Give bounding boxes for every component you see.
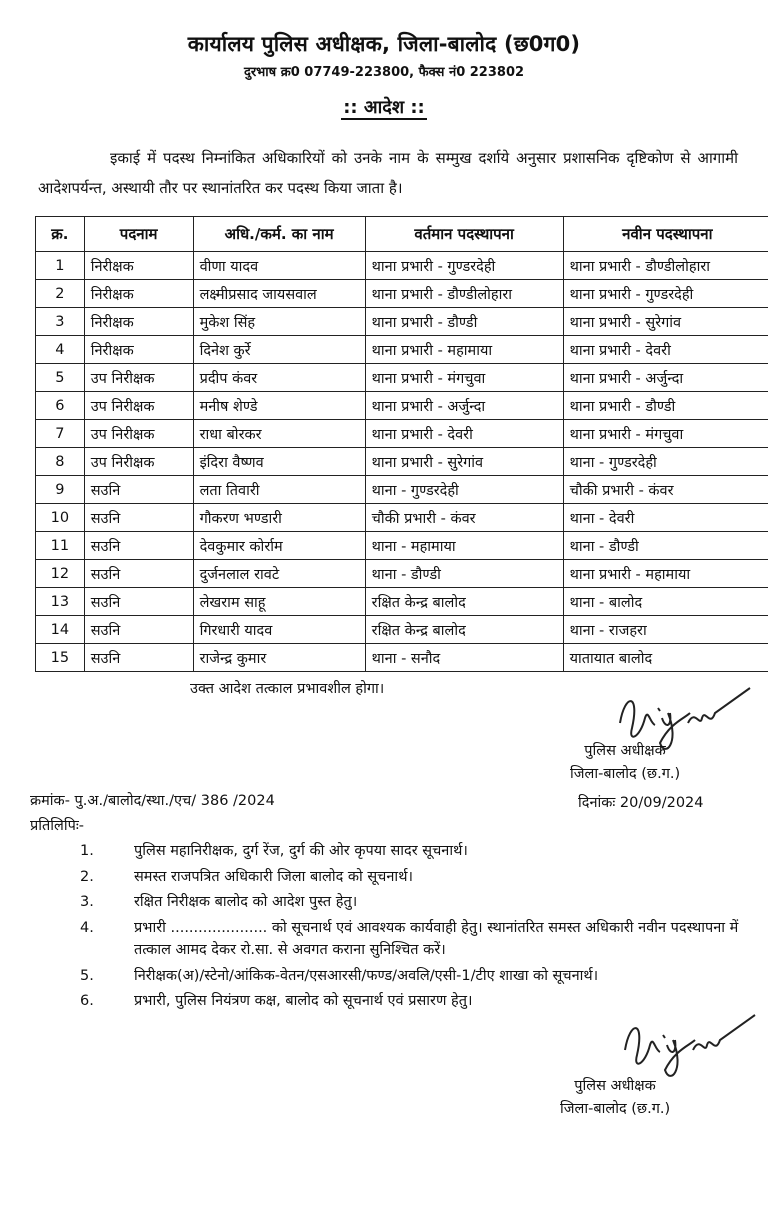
table-row bbox=[36, 364, 768, 392]
cell-current-posting: थाना प्रभारी - गुण्डरदेही bbox=[365, 252, 563, 280]
copy-list-item bbox=[80, 840, 760, 863]
office-title: कार्यालय पुलिस अधीक्षक, जिला-बालोद (छ0ग0) bbox=[187, 32, 581, 56]
cell-current-posting: रक्षित केन्द्र बालोद bbox=[365, 616, 563, 644]
header-designation: पदनाम bbox=[84, 217, 193, 252]
signatory-title: पुलिस अधीक्षक bbox=[574, 1078, 656, 1094]
cell-designation: सउनि bbox=[84, 560, 193, 588]
cell-name: देवकुमार कोर्राम bbox=[193, 532, 365, 560]
table-row bbox=[36, 476, 768, 504]
table-row bbox=[36, 336, 768, 364]
effective-note: उक्त आदेश तत्काल प्रभावशील होगा। bbox=[190, 681, 385, 697]
copy-item-number: 5. bbox=[80, 967, 94, 984]
copy-item-number: 1. bbox=[80, 843, 94, 859]
cell-current-posting: थाना - डौण्डी bbox=[365, 560, 563, 588]
table-row bbox=[36, 420, 768, 448]
cell-name: इंदिरा वैष्णव bbox=[193, 448, 365, 476]
table-row bbox=[36, 644, 768, 672]
cell-new-posting: थाना प्रभारी - गुण्डरदेही bbox=[563, 280, 768, 308]
signatory-district: जिला-बालोद (छ.ग.) bbox=[570, 766, 681, 782]
cell-name: राजेन्द्र कुमार bbox=[193, 644, 365, 672]
cell-designation: उप निरीक्षक bbox=[84, 448, 193, 476]
copy-list bbox=[80, 840, 760, 1016]
cell-designation: उप निरीक्षक bbox=[84, 364, 193, 392]
order-date: दिनांकः 20/09/2024 bbox=[578, 795, 704, 811]
cell-designation: निरीक्षक bbox=[84, 252, 193, 280]
cell-new-posting: थाना प्रभारी - महामाया bbox=[563, 560, 768, 588]
reference-number: क्रमांक- पु.अ./बालोद/स्था./एच/ 386 /2024 bbox=[30, 793, 275, 809]
cell-new-posting: थाना प्रभारी - देवरी bbox=[563, 336, 768, 364]
copy-list-item bbox=[80, 891, 760, 914]
header-current-posting: वर्तमान पदस्थापना bbox=[365, 217, 563, 252]
header-new-posting: नवीन पदस्थापना bbox=[563, 217, 768, 252]
copy-label: प्रतिलिपिः- bbox=[30, 818, 85, 834]
cell-serial: 14 bbox=[36, 616, 85, 644]
table-row bbox=[36, 280, 768, 308]
order-title bbox=[0, 95, 768, 119]
cell-new-posting: थाना प्रभारी - डौण्डी bbox=[563, 392, 768, 420]
cell-name: गौकरण भण्डारी bbox=[193, 504, 365, 532]
cell-designation: उप निरीक्षक bbox=[84, 392, 193, 420]
copy-item-text: प्रभारी, पुलिस नियंत्रण कक्ष, बालोद को सूचनार्थ एवं प्रसारण हेतु। bbox=[134, 993, 473, 1009]
cell-serial: 1 bbox=[36, 252, 85, 280]
cell-serial: 8 bbox=[36, 448, 85, 476]
cell-serial: 3 bbox=[36, 308, 85, 336]
signatory-district: जिला-बालोद (छ.ग.) bbox=[560, 1101, 671, 1117]
copy-item-text: रक्षित निरीक्षक बालोद को आदेश पुस्त हेतु। bbox=[134, 894, 358, 910]
cell-serial: 9 bbox=[36, 476, 85, 504]
cell-name: मनीष शेण्डे bbox=[193, 392, 365, 420]
table-row bbox=[36, 252, 768, 280]
cell-new-posting: थाना - डौण्डी bbox=[563, 532, 768, 560]
table-row bbox=[36, 588, 768, 616]
cell-name: गिरधारी यादव bbox=[193, 616, 365, 644]
copy-item-text: समस्त राजपत्रित अधिकारी जिला बालोद को सूचनार्थ। bbox=[134, 868, 413, 885]
table-row bbox=[36, 392, 768, 420]
cell-name: प्रदीप कंवर bbox=[193, 364, 365, 392]
cell-current-posting: थाना प्रभारी - अर्जुन्दा bbox=[365, 392, 563, 420]
contact-line: दुरभाष क्र0 07749-223800, फैक्स नं0 223802 bbox=[243, 65, 525, 80]
cell-serial: 12 bbox=[36, 560, 85, 588]
cell-new-posting: यातायात बालोद bbox=[563, 644, 768, 672]
table-row bbox=[36, 504, 768, 532]
cell-current-posting: थाना प्रभारी - मंगचुवा bbox=[365, 364, 563, 392]
cell-name: लेखराम साहू bbox=[193, 588, 365, 616]
cell-new-posting: चौकी प्रभारी - कंवर bbox=[563, 476, 768, 504]
cell-designation: सउनि bbox=[84, 504, 193, 532]
cell-designation: सउनि bbox=[84, 476, 193, 504]
copy-list-item bbox=[80, 965, 760, 988]
cell-designation: सउनि bbox=[84, 644, 193, 672]
cell-serial: 11 bbox=[36, 532, 85, 560]
table-row bbox=[36, 616, 768, 644]
signatory-title: पुलिस अधीक्षक bbox=[584, 743, 666, 759]
cell-designation: सउनि bbox=[84, 532, 193, 560]
cell-current-posting: थाना प्रभारी - देवरी bbox=[365, 420, 563, 448]
cell-name: लक्ष्मीप्रसाद जायसवाल bbox=[193, 280, 365, 308]
signatory-block-2 bbox=[560, 1075, 670, 1121]
cell-serial: 10 bbox=[36, 504, 85, 532]
cell-name: दिनेश कुर्रे bbox=[193, 336, 365, 364]
cell-serial: 13 bbox=[36, 588, 85, 616]
cell-new-posting: थाना - बालोद bbox=[563, 588, 768, 616]
table-body bbox=[36, 252, 768, 672]
cell-new-posting: थाना - गुण्डरदेही bbox=[563, 448, 768, 476]
copy-list-item bbox=[80, 866, 760, 889]
table-header-row bbox=[36, 217, 768, 252]
cell-serial: 15 bbox=[36, 644, 85, 672]
cell-name: लता तिवारी bbox=[193, 476, 365, 504]
cell-serial: 7 bbox=[36, 420, 85, 448]
copy-item-text: पुलिस महानिरीक्षक, दुर्ग रेंज, दुर्ग की ओर कृपया सादर सूचनार्थ। bbox=[134, 843, 468, 859]
cell-new-posting: थाना प्रभारी - डौण्डीलोहारा bbox=[563, 252, 768, 280]
signatory-block-1 bbox=[570, 740, 680, 786]
cell-new-posting: थाना प्रभारी - अर्जुन्दा bbox=[563, 364, 768, 392]
cell-designation: निरीक्षक bbox=[84, 336, 193, 364]
intro-paragraph: इकाई में पदस्थ निम्नांकित अधिकारियों को उनके नाम के सम्मुख दर्शाये अनुसार प्रशासनिक दृष्टिकोण से आगामी आदेशपर्यन्त, अस्थायी तौर पर स्थानांतरित कर पदस्थ किया जाता है। bbox=[38, 149, 738, 197]
table-row bbox=[36, 448, 768, 476]
cell-new-posting: थाना - राजहरा bbox=[563, 616, 768, 644]
header-serial: क्र. bbox=[36, 217, 85, 252]
table-row bbox=[36, 532, 768, 560]
copy-item-number: 6. bbox=[80, 993, 94, 1009]
cell-current-posting: चौकी प्रभारी - कंवर bbox=[365, 504, 563, 532]
header-name: अधि./कर्म. का नाम bbox=[193, 217, 365, 252]
letterhead bbox=[0, 30, 768, 80]
cell-serial: 4 bbox=[36, 336, 85, 364]
transfer-table bbox=[35, 216, 768, 672]
cell-designation: सउनि bbox=[84, 616, 193, 644]
cell-current-posting: थाना प्रभारी - डौण्डी bbox=[365, 308, 563, 336]
cell-name: दुर्जनलाल रावटे bbox=[193, 560, 365, 588]
table-row bbox=[36, 308, 768, 336]
copy-item-number: 4. bbox=[80, 919, 94, 936]
order-title-text: :: आदेश :: bbox=[343, 97, 425, 118]
cell-new-posting: थाना प्रभारी - सुरेगांव bbox=[563, 308, 768, 336]
copy-item-number: 3. bbox=[80, 894, 94, 910]
cell-current-posting: थाना - सनौद bbox=[365, 644, 563, 672]
signature-icon bbox=[615, 1010, 765, 1085]
cell-designation: निरीक्षक bbox=[84, 308, 193, 336]
cell-new-posting: थाना प्रभारी - मंगचुवा bbox=[563, 420, 768, 448]
cell-name: राधा बोरकर bbox=[193, 420, 365, 448]
cell-new-posting: थाना - देवरी bbox=[563, 504, 768, 532]
cell-current-posting: थाना प्रभारी - डौण्डीलोहारा bbox=[365, 280, 563, 308]
cell-designation: निरीक्षक bbox=[84, 280, 193, 308]
copy-item-number: 2. bbox=[80, 868, 94, 885]
cell-serial: 5 bbox=[36, 364, 85, 392]
cell-name: मुकेश सिंह bbox=[193, 308, 365, 336]
cell-serial: 2 bbox=[36, 280, 85, 308]
copy-item-text: प्रभारी ..................... को सूचनार्थ एवं आवश्यक कार्यवाही हेतु। स्थानांतरित समस्त अधिकारी नवीन पदस्थापना में तत्काल आमद देकर रो.सा. से अवगत कराना सुनिश्चित करें। bbox=[134, 919, 739, 958]
table-row bbox=[36, 560, 768, 588]
cell-designation: सउनि bbox=[84, 588, 193, 616]
cell-current-posting: रक्षित केन्द्र बालोद bbox=[365, 588, 563, 616]
cell-current-posting: थाना - महामाया bbox=[365, 532, 563, 560]
copy-list-item bbox=[80, 917, 760, 962]
cell-name: वीणा यादव bbox=[193, 252, 365, 280]
cell-serial: 6 bbox=[36, 392, 85, 420]
copy-item-text: निरीक्षक(अ)/स्टेनो/आंकिक-वेतन/एसआरसी/फण्ड/अवलि/एसी-1/टीए शाखा को सूचनार्थ। bbox=[134, 967, 599, 984]
cell-designation: उप निरीक्षक bbox=[84, 420, 193, 448]
cell-current-posting: थाना प्रभारी - सुरेगांव bbox=[365, 448, 563, 476]
cell-current-posting: थाना प्रभारी - महामाया bbox=[365, 336, 563, 364]
cell-current-posting: थाना - गुण्डरदेही bbox=[365, 476, 563, 504]
